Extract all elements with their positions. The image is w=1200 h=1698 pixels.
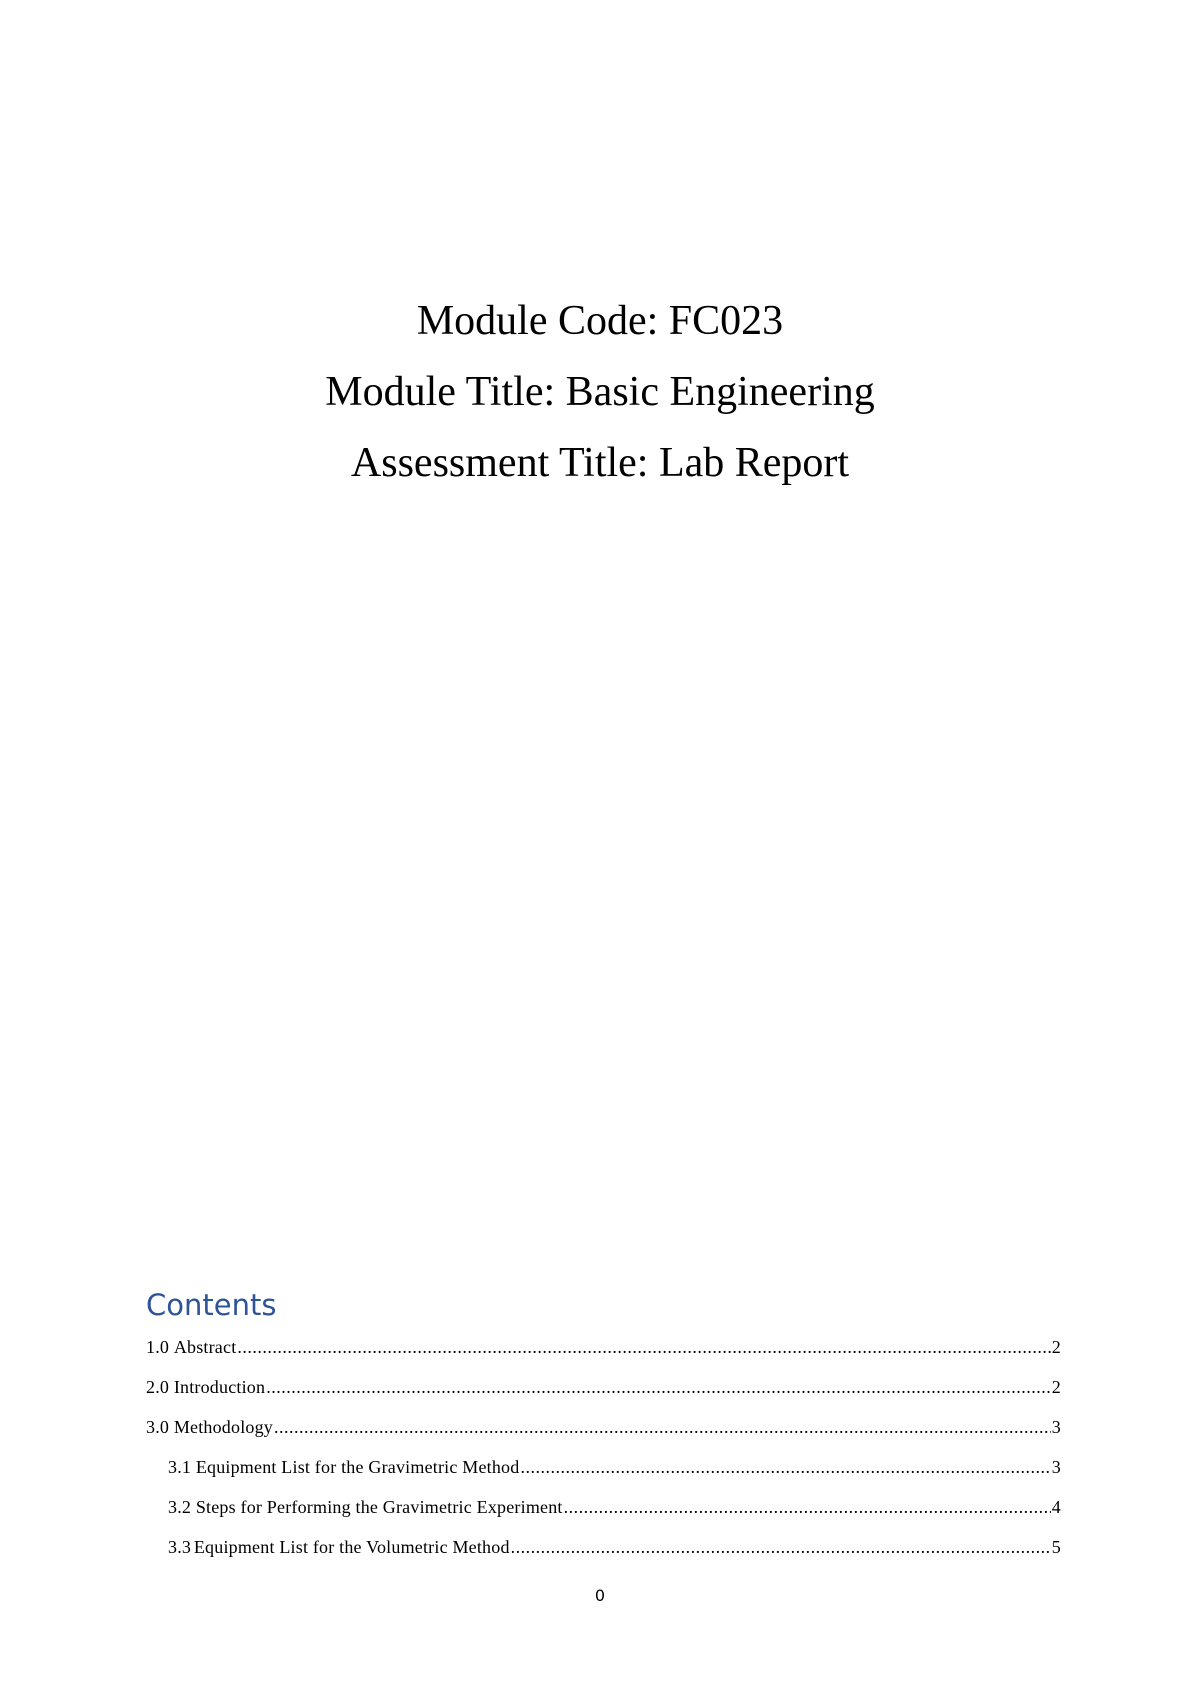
- toc-entry-page: 2: [1051, 1377, 1061, 1397]
- toc-dot-leader: [237, 1327, 1050, 1367]
- toc-entry-title: Methodology: [173, 1417, 274, 1437]
- toc-entry-number: 3.0: [146, 1417, 170, 1437]
- assessment-title: Assessment Title: Lab Report: [350, 440, 850, 486]
- toc-entry-page: 2: [1051, 1337, 1061, 1357]
- toc-entry-introduction[interactable]: [146, 1367, 1061, 1407]
- toc-entry-page: 3: [1051, 1457, 1061, 1477]
- toc-entry-number: 1.0: [146, 1337, 170, 1357]
- toc-dot-leader: [564, 1487, 1051, 1527]
- toc-entry-abstract[interactable]: [146, 1327, 1061, 1367]
- toc-entry-gravimetric-steps[interactable]: [146, 1487, 1061, 1527]
- toc-entry-volumetric-equipment[interactable]: [146, 1527, 1061, 1567]
- footer-page-number: 0: [594, 1586, 606, 1605]
- toc-entry-page: 5: [1051, 1537, 1061, 1557]
- toc-entry-number: 3.2: [168, 1497, 192, 1517]
- toc-entry-title: Abstract: [173, 1337, 237, 1357]
- toc-entry-number: 3.1: [168, 1457, 192, 1477]
- toc-entry-page: 3: [1051, 1417, 1061, 1437]
- toc-entry-methodology[interactable]: [146, 1407, 1061, 1447]
- cover-title-block: [0, 286, 1200, 499]
- toc-entry-title: Equipment List for the Gravimetric Method: [195, 1457, 520, 1477]
- module-code: Module Code: FC023: [416, 298, 784, 344]
- toc-entry-gravimetric-equipment[interactable]: [146, 1447, 1061, 1487]
- toc-dot-leader: [511, 1527, 1051, 1567]
- toc-entry-title: Introduction: [173, 1377, 266, 1397]
- toc-dot-leader: [266, 1367, 1051, 1407]
- table-of-contents: [146, 1285, 1061, 1567]
- module-title: Module Title: Basic Engineering: [325, 369, 875, 415]
- toc-entry-page: 4: [1051, 1497, 1061, 1517]
- toc-entry-number: 2.0: [146, 1377, 170, 1397]
- toc-entry-title: Equipment List for the Volumetric Method: [193, 1537, 510, 1557]
- toc-dot-leader: [274, 1407, 1051, 1447]
- toc-entry-title: Steps for Performing the Gravimetric Experiment: [195, 1497, 563, 1517]
- toc-dot-leader: [520, 1447, 1050, 1487]
- toc-heading: Contents: [146, 1288, 277, 1322]
- toc-entry-number: 3.3: [168, 1537, 192, 1557]
